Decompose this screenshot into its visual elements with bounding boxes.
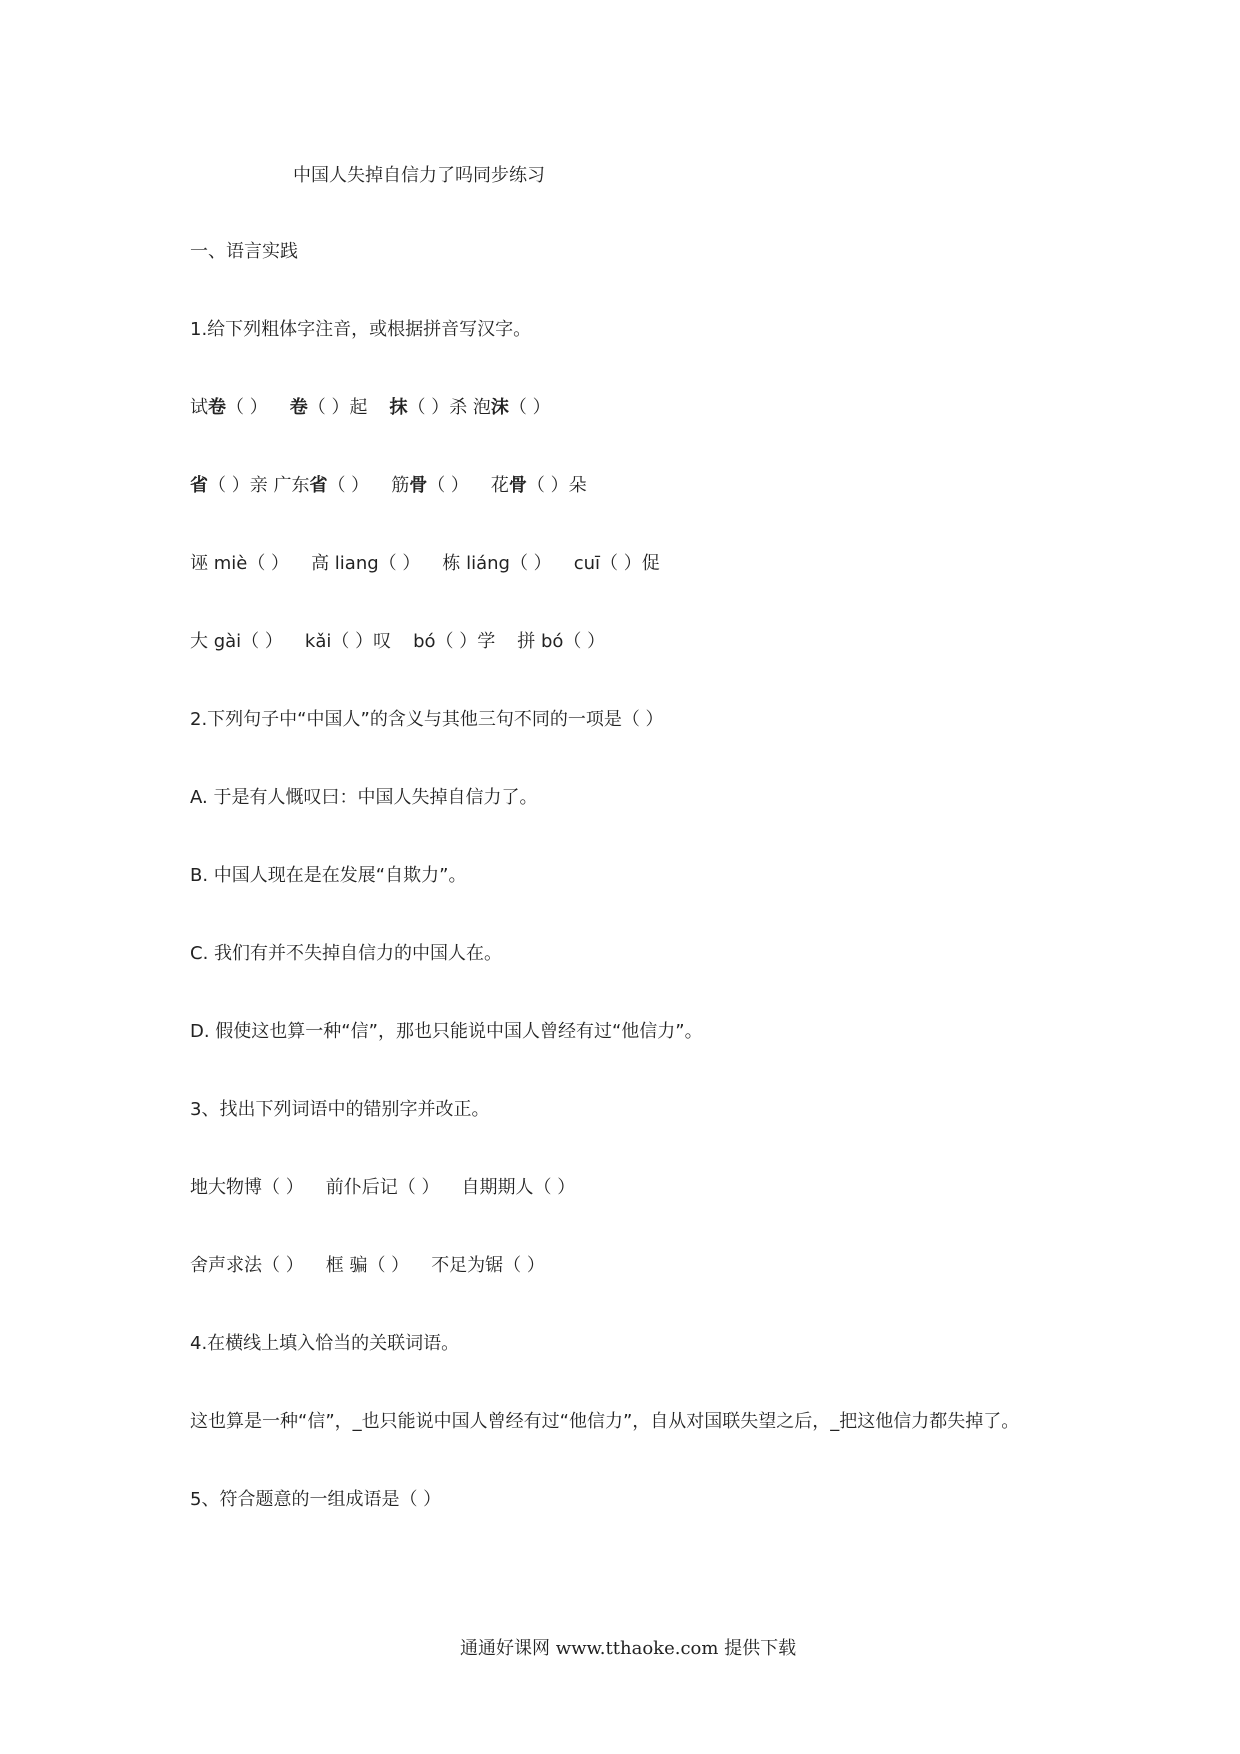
q1-pinyin-item: kǎi（ ）叹	[304, 631, 392, 652]
q1-blank: （ ）杀 泡	[407, 397, 491, 418]
q3-item: 自期期人（ ）	[461, 1177, 576, 1198]
q3-item: 前仆后记（ ）	[325, 1177, 440, 1198]
question-3-row-2	[190, 1254, 545, 1278]
q1-pinyin-item: 栋 liáng（ ）	[442, 553, 552, 574]
question-2-option-b: B. 中国人现在是在发展“自欺力”。	[190, 865, 467, 886]
q1-pinyin-item: cuī（ ）促	[573, 553, 660, 574]
q1-blank: （ ）	[226, 397, 268, 418]
question-2-option-c: C. 我们有并不失掉自信力的中国人在。	[190, 943, 503, 964]
question-5-prompt: 5、符合题意的一组成语是（ ）	[190, 1489, 442, 1510]
q1-blank: （ ）起	[307, 397, 368, 418]
q1-blank: （ ）	[327, 475, 370, 496]
q3-item: 不足为锯（ ）	[431, 1255, 545, 1276]
q1-pinyin-item: 大 gài（ ）	[190, 631, 283, 652]
question-2-option-a: A. 于是有人慨叹曰：中国人失掉自信力了。	[190, 787, 538, 808]
q1-bold-char: 省	[309, 475, 328, 496]
q1-pinyin-item: 诬 miè（ ）	[190, 553, 290, 574]
question-2-option-d: D. 假使这也算一种“信”，那也只能说中国人曾经有过“他信力”。	[190, 1021, 703, 1042]
q1-bold-char: 卷	[208, 397, 226, 418]
q1-bold-char: 省	[190, 475, 208, 496]
q1-text: 试	[190, 397, 208, 418]
q1-blank: （ ）	[508, 397, 551, 418]
question-4-prompt: 4.在横线上填入恰当的关联词语。	[190, 1333, 460, 1354]
q1-text: 筋	[391, 475, 410, 496]
q1-pinyin-item: bó（ ）学	[413, 631, 496, 652]
page-title: 中国人失掉自信力了吗同步练习	[293, 165, 545, 186]
q3-item: 舍声求法（ ）	[190, 1255, 304, 1276]
q1-bold-char: 骨	[508, 475, 527, 496]
q1-bold-char: 卷	[289, 397, 308, 418]
q1-blank: （ ）亲 广东	[208, 475, 310, 496]
q1-text: 花	[490, 475, 509, 496]
section-heading-language-practice: 一、语言实践	[190, 241, 298, 262]
question-1-row-3	[190, 552, 660, 576]
question-1-row-1	[190, 396, 551, 420]
q1-bold-char: 骨	[409, 475, 428, 496]
question-4-sentence: 这也算是一种“信”，_也只能说中国人曾经有过“他信力”，自从对国联失望之后，_把这他信力都失掉了。	[190, 1411, 1020, 1432]
question-1-row-4	[190, 630, 605, 654]
footer-source: 通通好课网 www.tthaoke.com 提供下载	[460, 1638, 797, 1659]
q1-pinyin-item: 拼 bó（ ）	[517, 631, 606, 652]
q1-bold-char: 抹	[389, 397, 408, 418]
q1-bold-char: 沫	[490, 397, 509, 418]
question-2-prompt: 2.下列句子中“中国人”的含义与其他三句不同的一项是（ ）	[190, 709, 664, 730]
question-3-prompt: 3、找出下列词语中的错别字并改正。	[190, 1099, 490, 1120]
question-1-prompt: 1.给下列粗体字注音，或根据拼音写汉字。	[190, 319, 532, 340]
question-1-row-2	[190, 474, 587, 498]
question-3-row-1	[190, 1176, 575, 1200]
q3-item: 地大物博（ ）	[190, 1177, 304, 1198]
q3-item: 框 骗（ ）	[325, 1255, 410, 1276]
q1-pinyin-item: 高 liang（ ）	[311, 553, 421, 574]
q1-blank: （ ）朵	[526, 475, 587, 496]
q1-blank: （ ）	[427, 475, 469, 496]
